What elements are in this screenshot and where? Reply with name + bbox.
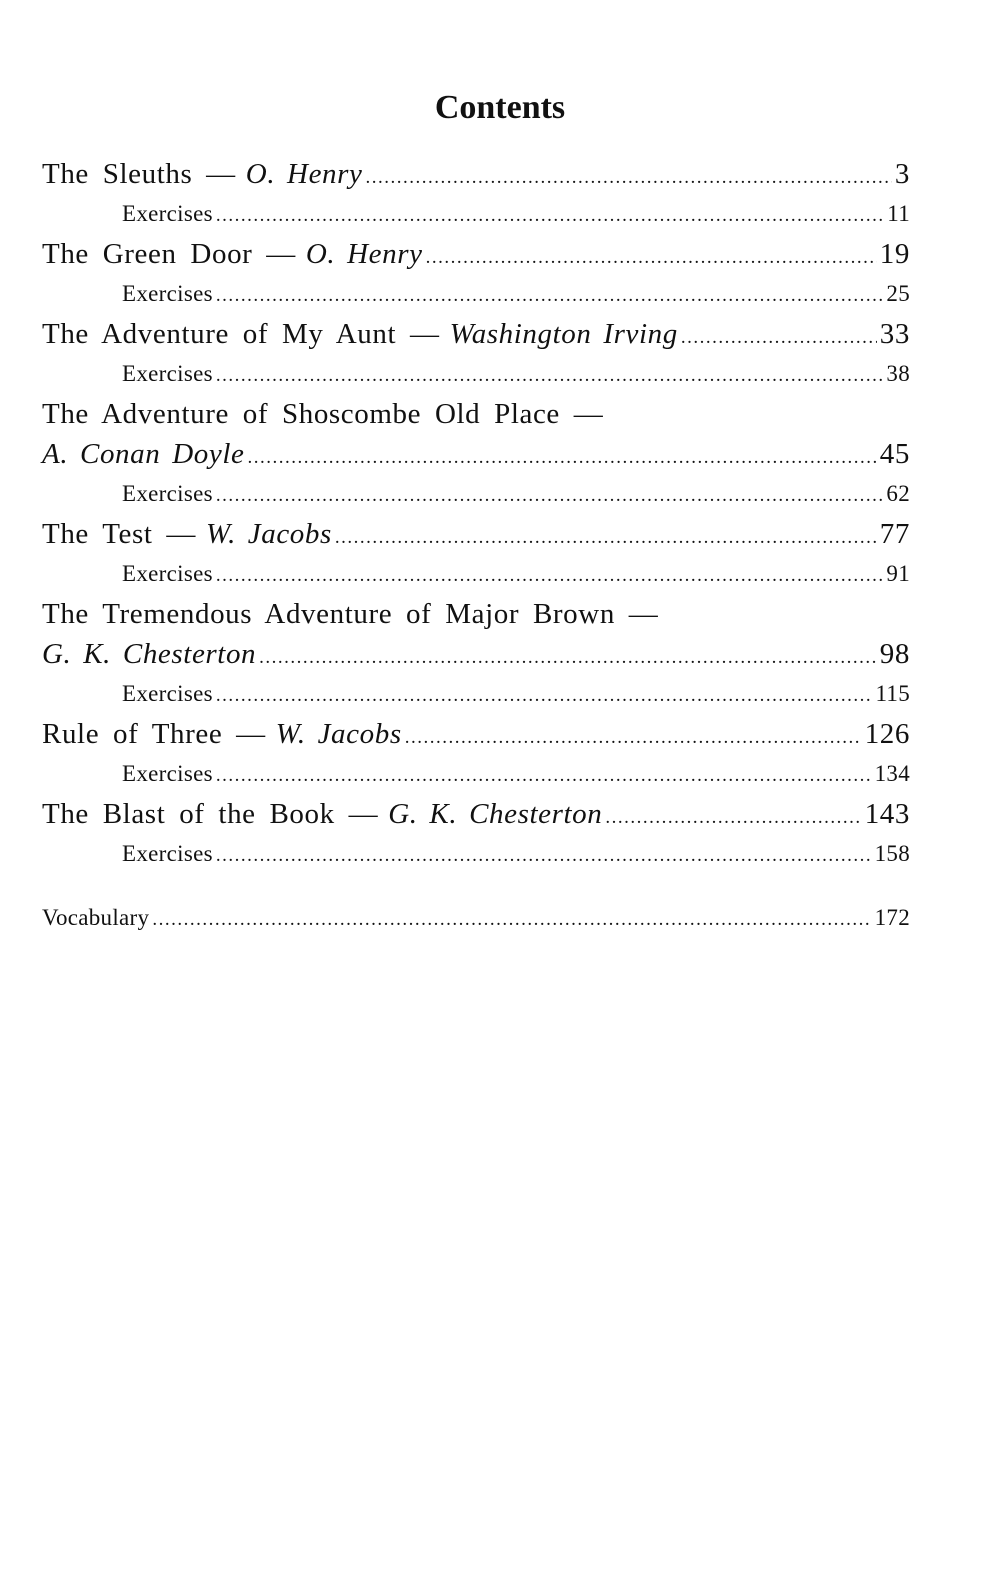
exercises-page: 62 bbox=[886, 481, 910, 506]
entry-title: The Test — bbox=[42, 518, 196, 550]
exercises-label: Exercises bbox=[122, 481, 213, 506]
entry-author: A. Conan Doyle bbox=[42, 438, 245, 470]
dot-leader bbox=[216, 196, 884, 236]
toc-entry-sleuths bbox=[42, 154, 910, 194]
dot-leader bbox=[259, 638, 877, 678]
dot-leader bbox=[426, 238, 877, 278]
entry-page: 45 bbox=[879, 438, 910, 470]
toc-entry-major-brown-title bbox=[42, 594, 910, 634]
toc-entry-shoscombe-author bbox=[42, 434, 910, 474]
dot-leader bbox=[405, 718, 862, 758]
dot-leader bbox=[216, 356, 884, 396]
entry-author: W. Jacobs bbox=[205, 518, 332, 550]
entry-author: O. Henry bbox=[245, 158, 363, 190]
toc-entry-major-brown-author bbox=[42, 634, 910, 674]
toc-exercises-rule-of-three bbox=[42, 754, 910, 794]
exercises-page: 11 bbox=[887, 201, 910, 226]
exercises-label: Exercises bbox=[122, 841, 213, 866]
dot-leader bbox=[681, 318, 877, 358]
toc-entry-blast-of-the-book bbox=[42, 794, 910, 834]
entry-title: The Adventure of Shoscombe Old Place — bbox=[42, 398, 604, 430]
table-of-contents bbox=[42, 154, 910, 938]
exercises-label: Exercises bbox=[122, 681, 213, 706]
toc-exercises-shoscombe bbox=[42, 474, 910, 514]
exercises-page: 115 bbox=[875, 681, 910, 706]
entry-page: 3 bbox=[894, 158, 910, 190]
entry-title: Rule of Three — bbox=[42, 718, 266, 750]
entry-page: 33 bbox=[879, 318, 910, 350]
entry-title: The Sleuths — bbox=[42, 158, 236, 190]
dot-leader bbox=[216, 476, 884, 516]
entry-author: G. K. Chesterton bbox=[388, 798, 603, 830]
entry-author: W. Jacobs bbox=[275, 718, 402, 750]
entry-page: 126 bbox=[864, 718, 910, 750]
toc-entry-test bbox=[42, 514, 910, 554]
page-title: Contents bbox=[434, 89, 566, 126]
dot-leader bbox=[216, 836, 872, 876]
entry-author: O. Henry bbox=[305, 238, 423, 270]
dot-leader bbox=[216, 556, 884, 596]
entry-title: The Blast of the Book — bbox=[42, 798, 379, 830]
entry-page: 19 bbox=[879, 238, 910, 270]
entry-page: 98 bbox=[879, 638, 910, 670]
toc-entry-green-door bbox=[42, 234, 910, 274]
entry-title: The Tremendous Adventure of Major Brown — bbox=[42, 598, 659, 630]
entry-page: 143 bbox=[864, 798, 910, 830]
dot-leader bbox=[366, 158, 892, 198]
exercises-label: Exercises bbox=[122, 561, 213, 586]
exercises-page: 38 bbox=[886, 361, 910, 386]
dot-leader bbox=[605, 798, 861, 838]
toc-exercises-major-brown bbox=[42, 674, 910, 714]
toc-entry-vocabulary bbox=[42, 898, 910, 938]
toc-exercises-test bbox=[42, 554, 910, 594]
exercises-page: 158 bbox=[874, 841, 910, 866]
dot-leader bbox=[247, 438, 876, 478]
exercises-page: 134 bbox=[874, 761, 910, 786]
exercises-page: 91 bbox=[886, 561, 910, 586]
vocabulary-page: 172 bbox=[874, 905, 910, 930]
dot-leader bbox=[216, 276, 884, 316]
exercises-label: Exercises bbox=[122, 761, 213, 786]
vocabulary-label: Vocabulary bbox=[42, 905, 150, 930]
entry-author: Washington Irving bbox=[449, 318, 678, 350]
exercises-label: Exercises bbox=[122, 201, 213, 226]
toc-exercises-my-aunt bbox=[42, 354, 910, 394]
toc-entry-my-aunt bbox=[42, 314, 910, 354]
dot-leader bbox=[152, 900, 871, 940]
dot-leader bbox=[216, 756, 872, 796]
toc-exercises-green-door bbox=[42, 274, 910, 314]
exercises-label: Exercises bbox=[122, 361, 213, 386]
toc-exercises-blast-of-the-book bbox=[42, 834, 910, 874]
toc-entry-rule-of-three bbox=[42, 714, 910, 754]
entry-title: The Green Door — bbox=[42, 238, 296, 270]
entry-title: The Adventure of My Aunt — bbox=[42, 318, 440, 350]
dot-leader bbox=[216, 676, 873, 716]
toc-entry-shoscombe-title bbox=[42, 394, 910, 434]
exercises-label: Exercises bbox=[122, 281, 213, 306]
entry-page: 77 bbox=[879, 518, 910, 550]
entry-author: G. K. Chesterton bbox=[42, 638, 257, 670]
dot-leader bbox=[335, 518, 877, 558]
exercises-page: 25 bbox=[886, 281, 910, 306]
toc-exercises-sleuths bbox=[42, 194, 910, 234]
